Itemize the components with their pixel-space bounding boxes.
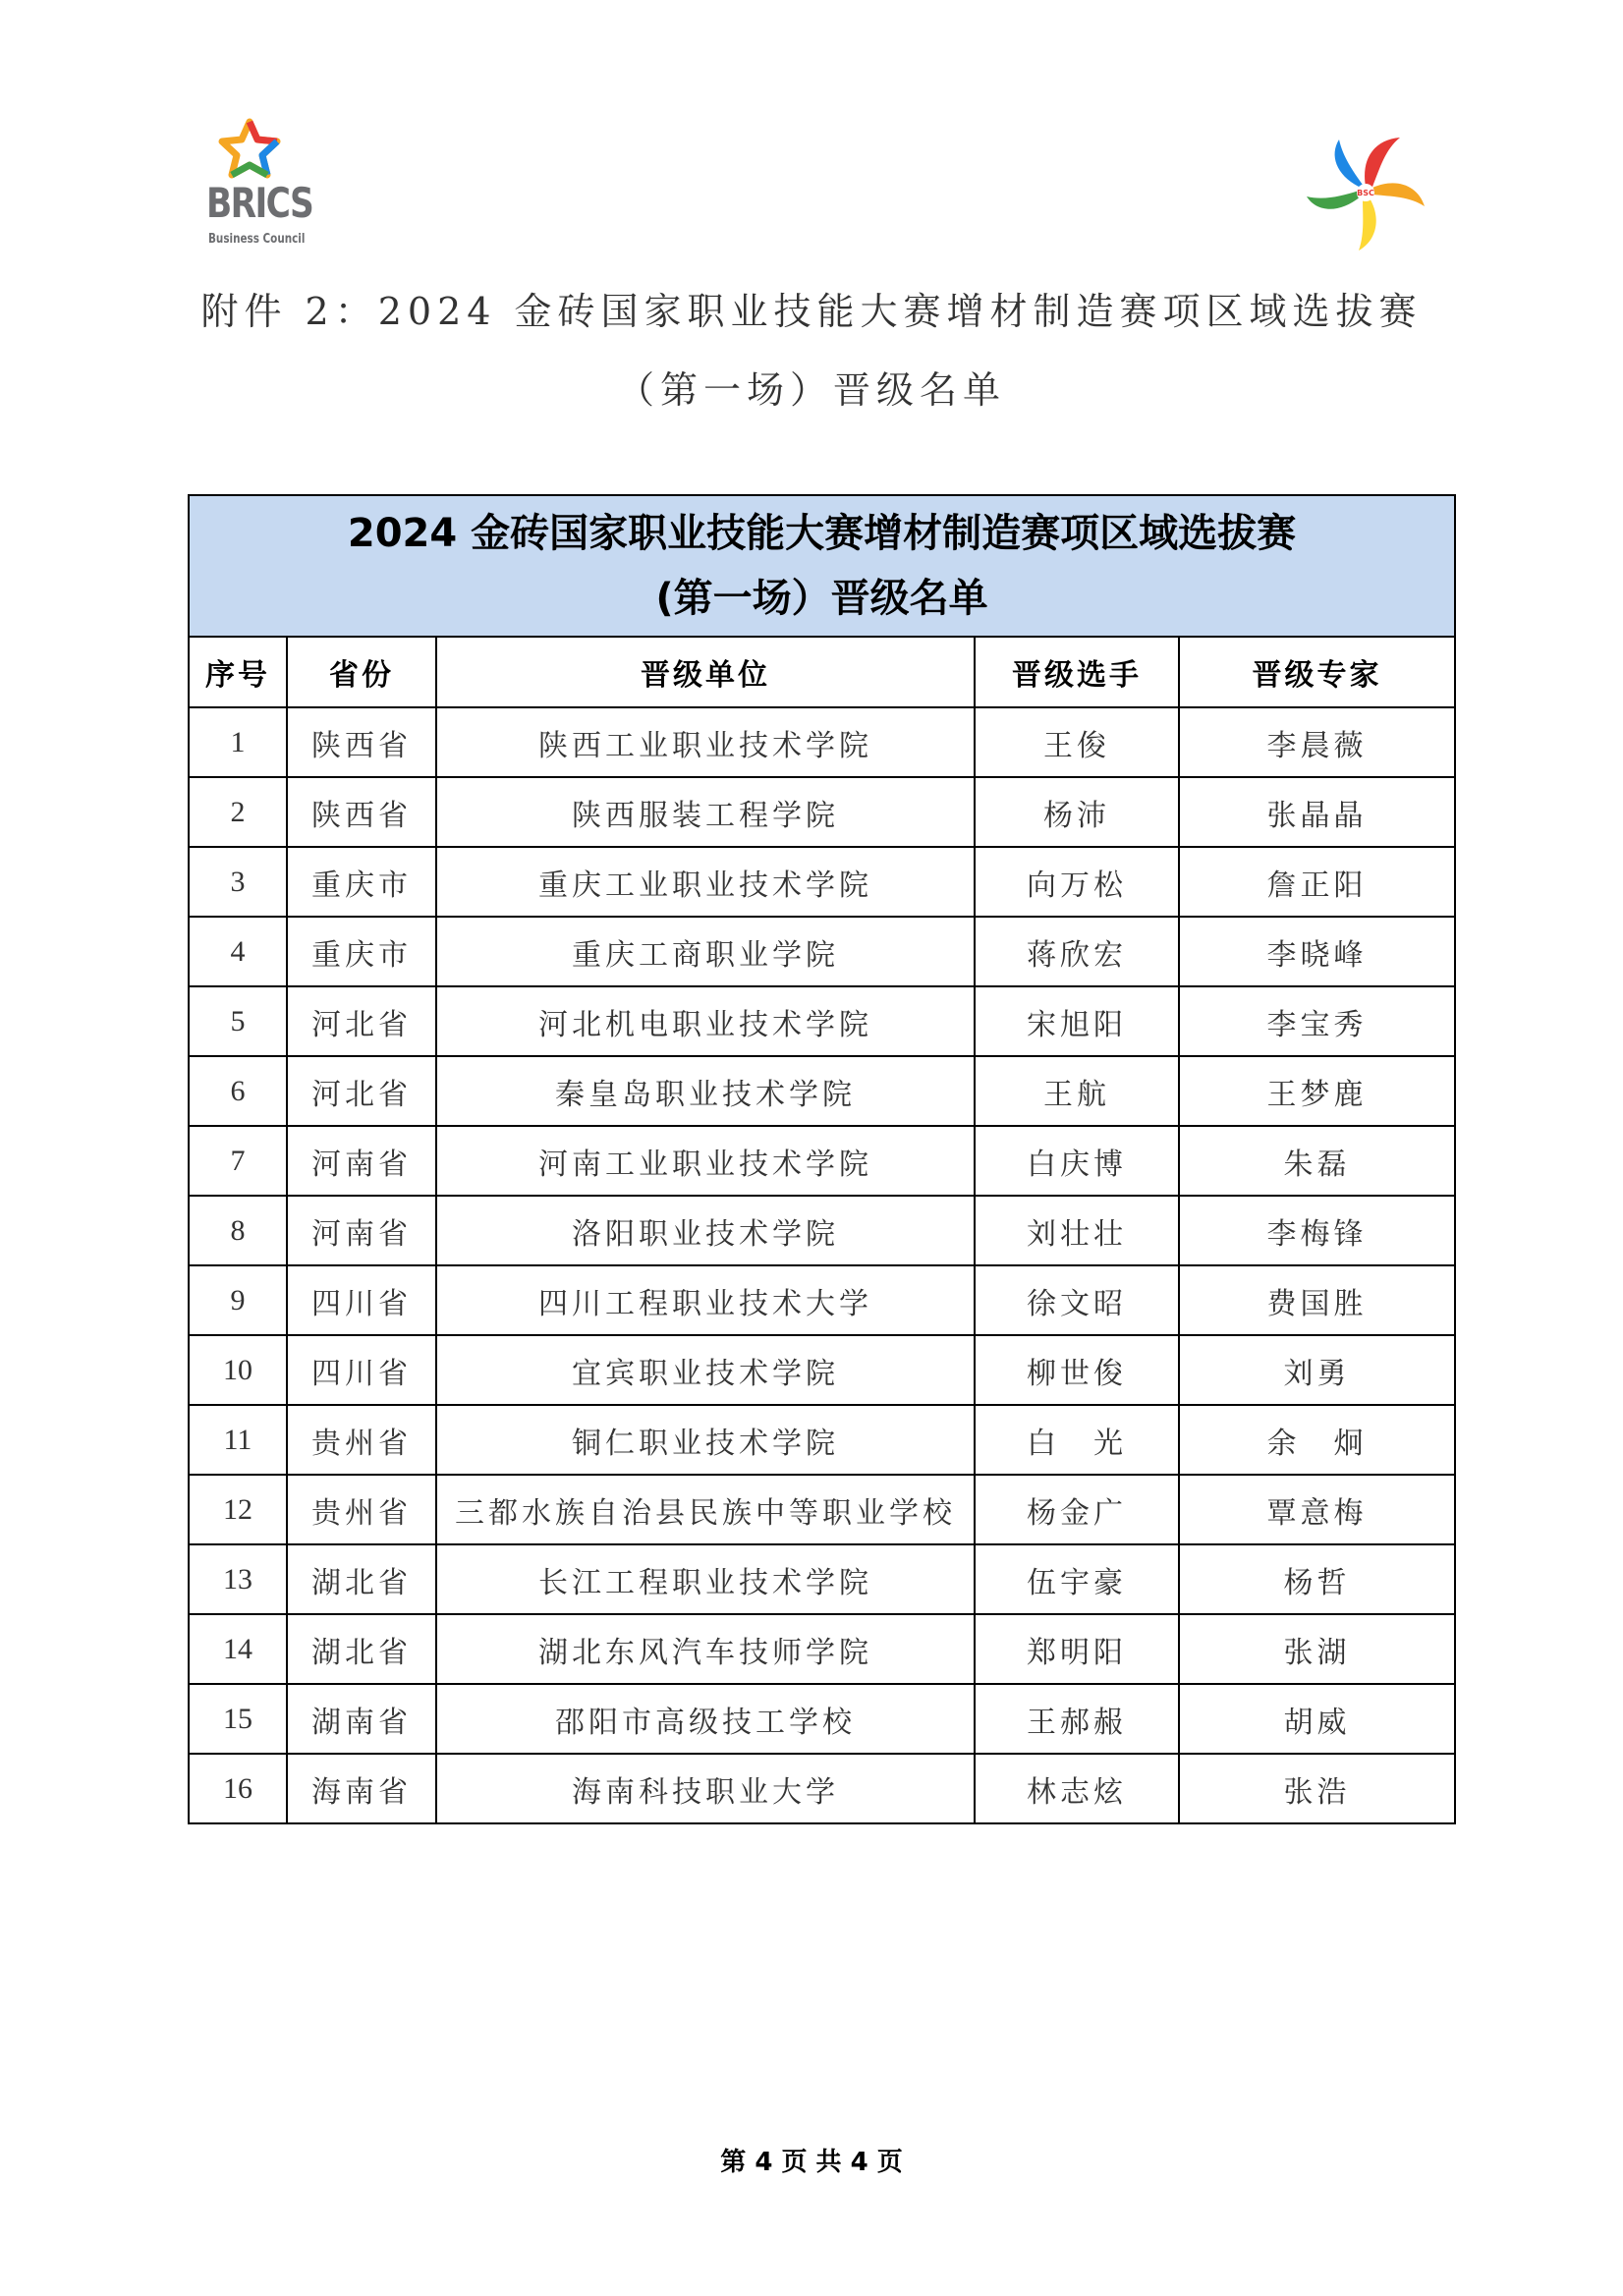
cell-index: 5 [189,986,287,1056]
header-unit: 晋级单位 [436,637,975,707]
cell-contestant: 蒋欣宏 [975,917,1179,986]
cell-unit: 海南科技职业大学 [436,1754,975,1823]
table-row [189,1754,1455,1823]
cell-province: 河南省 [287,1196,436,1265]
cell-contestant: 王郝赧 [975,1684,1179,1754]
table-caption-line2: (第一场）晋级名单 [655,576,988,621]
cell-expert: 张湖 [1179,1614,1455,1684]
table-row [189,1265,1455,1335]
cell-expert: 李宝秀 [1179,986,1455,1056]
cell-contestant: 刘壮壮 [975,1196,1179,1265]
table-row [189,986,1455,1056]
cell-index: 8 [189,1196,287,1265]
header-expert: 晋级专家 [1179,637,1455,707]
cell-province: 重庆市 [287,917,436,986]
cell-unit: 陕西服装工程学院 [436,777,975,847]
table-row [189,1196,1455,1265]
cell-unit: 长江工程职业技术学院 [436,1544,975,1614]
cell-index: 10 [189,1335,287,1405]
cell-unit: 陕西工业职业技术学院 [436,707,975,777]
header-province: 省份 [287,637,436,707]
table-row [189,777,1455,847]
bsc-swirl-icon [1302,128,1429,255]
brics-logo-text: BRICS [206,179,313,227]
cell-province: 四川省 [287,1335,436,1405]
cell-province: 湖北省 [287,1614,436,1684]
cell-contestant: 徐文昭 [975,1265,1179,1335]
header-index: 序号 [189,637,287,707]
cell-province: 海南省 [287,1754,436,1823]
table-row [189,1405,1455,1475]
cell-unit: 重庆工商职业学院 [436,917,975,986]
table-header-row [189,637,1455,707]
cell-province: 陕西省 [287,777,436,847]
cell-unit: 河北机电职业技术学院 [436,986,975,1056]
cell-index: 15 [189,1684,287,1754]
cell-index: 11 [189,1405,287,1475]
cell-unit: 宜宾职业技术学院 [436,1335,975,1405]
cell-unit: 湖北东风汽车技师学院 [436,1614,975,1684]
bsc-logo-text: BSC [1357,189,1374,197]
cell-expert: 覃意梅 [1179,1475,1455,1544]
cell-index: 6 [189,1056,287,1126]
cell-expert: 詹正阳 [1179,847,1455,917]
cell-unit: 洛阳职业技术学院 [436,1196,975,1265]
cell-province: 河北省 [287,1056,436,1126]
cell-contestant: 林志炫 [975,1754,1179,1823]
cell-unit: 河南工业职业技术学院 [436,1126,975,1196]
cell-contestant: 王俊 [975,707,1179,777]
cell-expert: 李晨薇 [1179,707,1455,777]
cell-province: 河南省 [287,1126,436,1196]
cell-contestant: 向万松 [975,847,1179,917]
cell-province: 四川省 [287,1265,436,1335]
table-row [189,917,1455,986]
cell-unit: 铜仁职业技术学院 [436,1405,975,1475]
cell-contestant: 白庆博 [975,1126,1179,1196]
cell-index: 2 [189,777,287,847]
cell-province: 河北省 [287,986,436,1056]
brics-logo [196,118,324,255]
header-contestant: 晋级选手 [975,637,1179,707]
cell-index: 4 [189,917,287,986]
cell-unit: 秦皇岛职业技术学院 [436,1056,975,1126]
cell-province: 陕西省 [287,707,436,777]
cell-expert: 张晶晶 [1179,777,1455,847]
cell-contestant: 郑明阳 [975,1614,1179,1684]
table-row [189,707,1455,777]
cell-contestant: 杨金广 [975,1475,1179,1544]
cell-expert: 李晓峰 [1179,917,1455,986]
cell-index: 14 [189,1614,287,1684]
cell-province: 重庆市 [287,847,436,917]
cell-index: 3 [189,847,287,917]
cell-unit: 四川工程职业技术大学 [436,1265,975,1335]
table-row [189,847,1455,917]
cell-contestant: 伍宇豪 [975,1544,1179,1614]
cell-expert: 李梅锋 [1179,1196,1455,1265]
brics-star-icon [218,118,281,181]
cell-expert: 刘勇 [1179,1335,1455,1405]
table-caption-line1: 2024 金砖国家职业技能大赛增材制造赛项区域选拔赛 [347,511,1297,556]
cell-expert: 朱磊 [1179,1126,1455,1196]
document-title-line2: （第一场）晋级名单 [616,368,1006,412]
cell-province: 湖南省 [287,1684,436,1754]
cell-contestant: 柳世俊 [975,1335,1179,1405]
cell-index: 13 [189,1544,287,1614]
cell-index: 1 [189,707,287,777]
brics-logo-subtext: Business Council [208,232,306,247]
cell-expert: 余 炯 [1179,1405,1455,1475]
document-title-line1: 附件 2：2024 金砖国家职业技能大赛增材制造赛项区域选拔赛 [200,290,1423,333]
cell-index: 9 [189,1265,287,1335]
cell-expert: 杨哲 [1179,1544,1455,1614]
table-row [189,1614,1455,1684]
advancement-list-table [188,494,1456,1824]
cell-unit: 重庆工业职业技术学院 [436,847,975,917]
cell-contestant: 杨沛 [975,777,1179,847]
cell-province: 湖北省 [287,1544,436,1614]
bsc-logo [1302,128,1429,255]
cell-unit: 邵阳市高级技工学校 [436,1684,975,1754]
cell-index: 12 [189,1475,287,1544]
table-row [189,1056,1455,1126]
cell-expert: 费国胜 [1179,1265,1455,1335]
cell-index: 7 [189,1126,287,1196]
cell-expert: 王梦鹿 [1179,1056,1455,1126]
cell-unit: 三都水族自治县民族中等职业学校 [436,1475,975,1544]
table-row [189,1475,1455,1544]
cell-province: 贵州省 [287,1405,436,1475]
table-caption [189,495,1455,637]
cell-expert: 胡威 [1179,1684,1455,1754]
page-number-footer: 第 4 页 共 4 页 [720,2148,903,2177]
table-row [189,1335,1455,1405]
cell-contestant: 宋旭阳 [975,986,1179,1056]
cell-index: 16 [189,1754,287,1823]
cell-expert: 张浩 [1179,1754,1455,1823]
table-row [189,1684,1455,1754]
cell-contestant: 王航 [975,1056,1179,1126]
cell-province: 贵州省 [287,1475,436,1544]
table-row [189,1544,1455,1614]
table-row [189,1126,1455,1196]
cell-contestant: 白 光 [975,1405,1179,1475]
